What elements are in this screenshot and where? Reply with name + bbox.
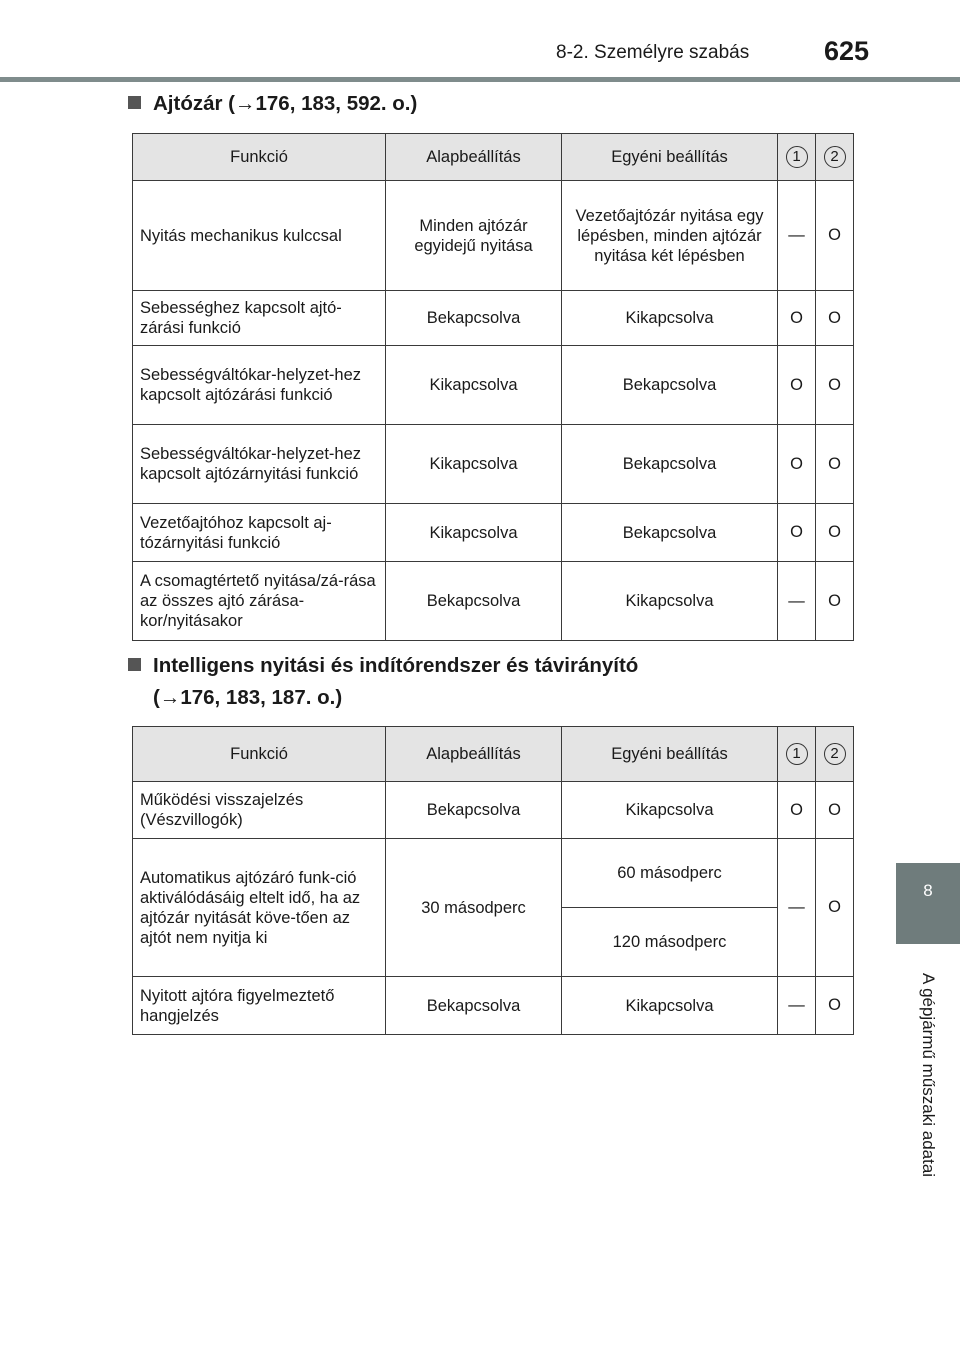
cell-mode-1: — [778, 181, 816, 291]
col-header-function: Funkció [133, 134, 386, 181]
heading-text-line1: Intelligens nyitási és indítórendszer és távirányító [153, 654, 639, 677]
section-title: 8-2. Személyre szabás [556, 42, 750, 63]
cell-function: Nyitott ajtóra figyelmeztető hangjelzés [133, 977, 386, 1035]
cell-default: Bekapcsolva [386, 782, 562, 839]
col-header-mode-1 [778, 134, 816, 181]
cell-default: Kikapcsolva [386, 504, 562, 562]
cell-mode-1: O [778, 782, 816, 839]
table-row [133, 782, 854, 839]
cell-function: Sebességváltókar-helyzet-hez kapcsolt ajtózárási funkció [133, 346, 386, 425]
table-row [133, 181, 854, 291]
table-row [133, 346, 854, 425]
cell-mode-2: O [816, 291, 854, 346]
cell-default: 30 másodperc [386, 839, 562, 977]
cell-function: Nyitás mechanikus kulccsal [133, 181, 386, 291]
bullet-square-icon [128, 658, 141, 671]
table-header-row [133, 134, 854, 181]
cell-function: Működési visszajelzés (Vészvillogók) [133, 782, 386, 839]
cell-default: Bekapcsolva [386, 562, 562, 641]
table-row [133, 425, 854, 504]
circled-1-icon: 1 [786, 146, 808, 168]
cell-mode-2: O [816, 181, 854, 291]
cell-mode-1: — [778, 839, 816, 977]
cell-default: Kikapcsolva [386, 425, 562, 504]
heading-text: Ajtózár (→176, 183, 592. o.) [153, 92, 418, 115]
cell-custom: Kikapcsolva [562, 782, 778, 839]
cell-mode-2: O [816, 562, 854, 641]
cell-mode-2: O [816, 782, 854, 839]
chapter-tab [896, 863, 960, 944]
cell-mode-1: O [778, 504, 816, 562]
cell-custom: Kikapcsolva [562, 291, 778, 346]
col-header-default: Alapbeállítás [386, 134, 562, 181]
header-rule [0, 77, 960, 82]
cell-mode-2: O [816, 977, 854, 1035]
cell-mode-2: O [816, 346, 854, 425]
page-number: 625 [824, 36, 870, 66]
cell-mode-1: O [778, 291, 816, 346]
col-header-custom: Egyéni beállítás [562, 727, 778, 782]
cell-mode-1: — [778, 562, 816, 641]
table-row [133, 291, 854, 346]
col-header-default: Alapbeállítás [386, 727, 562, 782]
table-row [133, 504, 854, 562]
cell-mode-2: O [816, 504, 854, 562]
smart-entry-table [132, 726, 854, 1035]
cell-custom: Kikapcsolva [562, 977, 778, 1035]
cell-function: A csomagtértető nyitása/zá-rása az összes ajtó zárása-kor/nyitásakor [133, 562, 386, 641]
cell-custom: Kikapcsolva [562, 562, 778, 641]
table-header-row [133, 727, 854, 782]
cell-function: Sebességhez kapcsolt ajtó-zárási funkció [133, 291, 386, 346]
circled-1-icon: 1 [786, 743, 808, 765]
cell-custom: Vezetőajtózár nyitása egy lépésben, minden ajtózár nyitása két lépésben [562, 181, 778, 291]
cell-mode-1: O [778, 425, 816, 504]
cell-function: Vezetőajtóhoz kapcsolt aj-tózárnyitási funkció [133, 504, 386, 562]
cell-custom-option-a: 60 másodperc [562, 839, 778, 908]
table-row [133, 839, 854, 908]
cell-mode-2: O [816, 839, 854, 977]
heading-text-line2: (→176, 183, 187. o.) [153, 686, 343, 709]
cell-default: Bekapcsolva [386, 977, 562, 1035]
table-row [133, 977, 854, 1035]
cell-custom-option-b: 120 másodperc [562, 908, 778, 977]
col-header-mode-2 [816, 134, 854, 181]
cell-function: Automatikus ajtózáró funk-ció aktiválódásáig eltelt idő, ha az ajtózár nyitását köve-tően az ajtót nem nyitja ki [133, 839, 386, 977]
col-header-custom: Egyéni beállítás [562, 134, 778, 181]
section-heading-smart-entry [128, 650, 638, 714]
table-row [133, 562, 854, 641]
cell-custom: Bekapcsolva [562, 504, 778, 562]
cell-custom: Bekapcsolva [562, 346, 778, 425]
door-lock-table [132, 133, 854, 641]
col-header-mode-2 [816, 727, 854, 782]
circled-2-icon: 2 [824, 743, 846, 765]
cell-function: Sebességváltókar-helyzet-hez kapcsolt ajtózárnyitási funkció [133, 425, 386, 504]
cell-mode-1: O [778, 346, 816, 425]
col-header-mode-1 [778, 727, 816, 782]
bullet-square-icon [128, 96, 141, 109]
cell-custom: Bekapcsolva [562, 425, 778, 504]
cell-default: Bekapcsolva [386, 291, 562, 346]
cell-mode-1: — [778, 977, 816, 1035]
cell-mode-2: O [816, 425, 854, 504]
chapter-number: 8 [923, 881, 933, 900]
circled-2-icon: 2 [824, 146, 846, 168]
cell-default: Kikapcsolva [386, 346, 562, 425]
cell-default: Minden ajtózár egyidejű nyitása [386, 181, 562, 291]
section-heading-door-lock [128, 88, 417, 120]
chapter-title: A gépjármű műszaki adatai [919, 972, 938, 1178]
col-header-function: Funkció [133, 727, 386, 782]
